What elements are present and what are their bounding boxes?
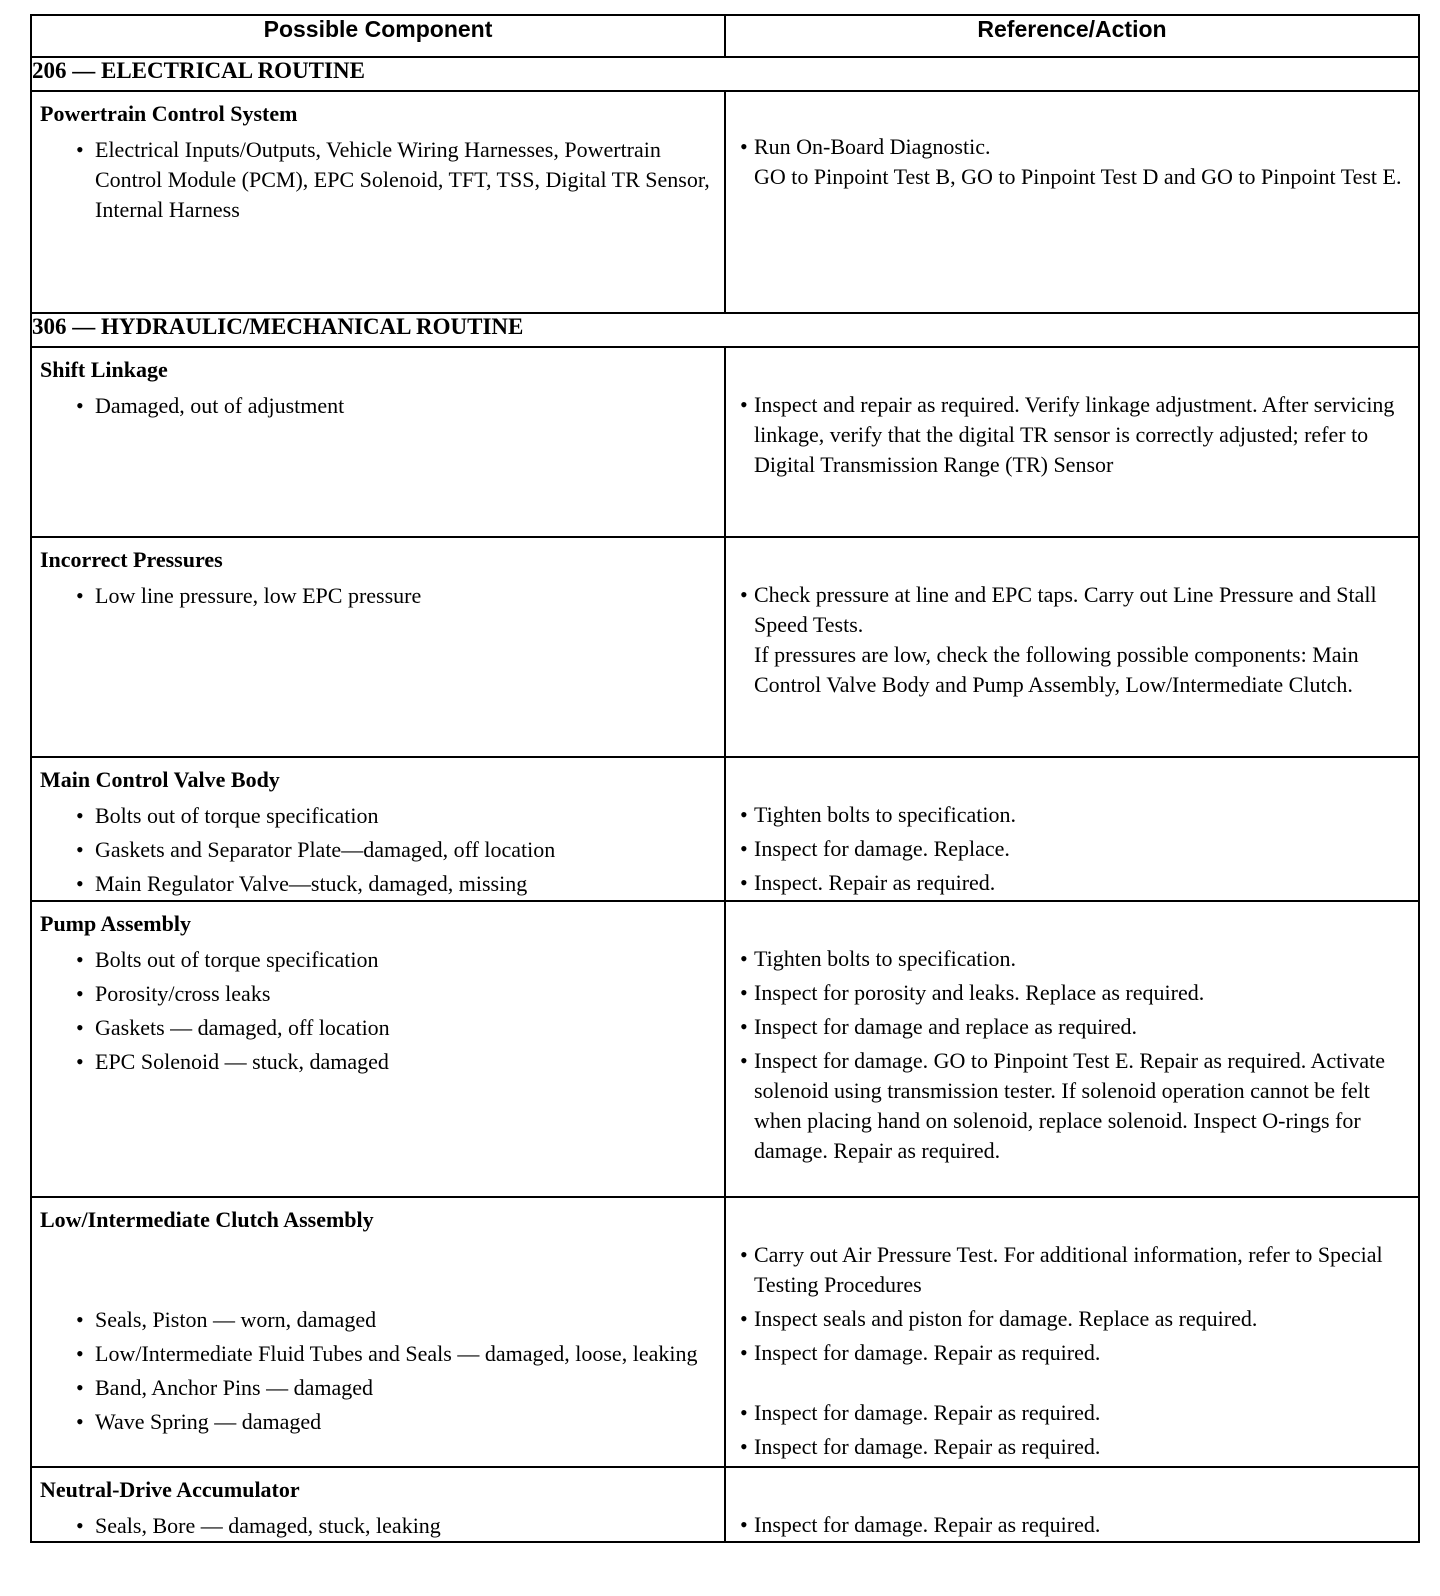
- component-item: • Bolts out of torque specification: [32, 801, 724, 831]
- section-row: [31, 313, 1419, 347]
- header-possible-component: Possible Component: [31, 15, 725, 57]
- diagnostic-table: [30, 14, 1420, 1543]
- component-item: • Bolts out of torque specification: [32, 945, 724, 975]
- component-cell: [31, 1197, 725, 1467]
- action-cell: [725, 347, 1419, 537]
- action-item: If pressures are low, check the following possible components: Main Control Valve Body and Pump Assembly, Low/Intermediate Clutch.: [754, 642, 1359, 697]
- group-row-pump-assembly: [31, 901, 1419, 1197]
- component-cell: [31, 347, 725, 537]
- component-item: • Low line pressure, low EPC pressure: [32, 581, 724, 611]
- action-item: • Inspect. Repair as required.: [726, 868, 1418, 898]
- diagnostic-page: [30, 14, 1418, 1543]
- action-item: • Inspect for damage. Repair as required.: [726, 1398, 1418, 1428]
- component-cell: [31, 537, 725, 757]
- component-item: • Porosity/cross leaks: [32, 979, 724, 1009]
- group-title: Main Control Valve Body: [40, 767, 280, 792]
- component-cell: [31, 901, 725, 1197]
- group-title: Low/Intermediate Clutch Assembly: [40, 1207, 374, 1232]
- action-item: • Inspect and repair as required. Verify linkage adjustment. After servicing linkage, verify that the digital TR sensor is correctly adjusted; refer to Digital Transmission Range (TR) Sensor: [726, 390, 1418, 480]
- action-item: GO to Pinpoint Test B, GO to Pinpoint Test D and GO to Pinpoint Test E.: [754, 164, 1402, 189]
- action-item: • Tighten bolts to specification.: [726, 944, 1418, 974]
- group-title: Powertrain Control System: [40, 101, 298, 126]
- group-row-shift-linkage: [31, 347, 1419, 537]
- action-cell: [725, 1467, 1419, 1542]
- component-item: • Main Regulator Valve—stuck, damaged, missing: [32, 869, 724, 899]
- group-title: Shift Linkage: [40, 357, 168, 382]
- action-item: • Inspect for damage. GO to Pinpoint Test E. Repair as required. Activate solenoid using transmission tester. If solenoid operation cannot be felt when placing hand on solenoid, replace solenoid. Inspect O-rings for damage. Repair as required.: [726, 1046, 1418, 1166]
- header-row: [31, 15, 1419, 57]
- component-item: • Low/Intermediate Fluid Tubes and Seals — damaged, loose, leaking: [32, 1339, 724, 1369]
- component-item: • Damaged, out of adjustment: [32, 391, 724, 421]
- group-row-neutral-drive-accumulator: [31, 1467, 1419, 1542]
- action-item: • Inspect for damage. Replace.: [726, 834, 1418, 864]
- group-title: Neutral-Drive Accumulator: [40, 1477, 300, 1502]
- action-item: • Inspect for damage and replace as required.: [726, 1012, 1418, 1042]
- action-item: • Run On-Board Diagnostic.: [726, 132, 1418, 162]
- action-cell: [725, 91, 1419, 313]
- action-cell: [725, 901, 1419, 1197]
- group-row-incorrect-pressures: [31, 537, 1419, 757]
- component-cell: [31, 91, 725, 313]
- component-item: • Seals, Bore — damaged, stuck, leaking: [32, 1511, 724, 1541]
- group-title: Pump Assembly: [40, 911, 191, 936]
- component-item: • Gaskets — damaged, off location: [32, 1013, 724, 1043]
- action-cell: [725, 1197, 1419, 1467]
- component-cell: [31, 1467, 725, 1542]
- action-item: • Tighten bolts to specification.: [726, 800, 1418, 830]
- component-item: • Band, Anchor Pins — damaged: [32, 1373, 724, 1403]
- action-item: • Inspect for porosity and leaks. Replace as required.: [726, 978, 1418, 1008]
- section-row: [31, 57, 1419, 91]
- action-item: • Carry out Air Pressure Test. For additional information, refer to Special Testing Procedures: [726, 1240, 1418, 1300]
- group-row-powertrain-control-system: [31, 91, 1419, 313]
- component-item: • Seals, Piston — worn, damaged: [32, 1305, 724, 1335]
- section-title-electrical: 206 — ELECTRICAL ROUTINE: [31, 57, 1419, 91]
- action-item: • Inspect for damage. Repair as required.: [726, 1432, 1418, 1462]
- component-item: • Electrical Inputs/Outputs, Vehicle Wiring Harnesses, Powertrain Control Module (PCM), EPC Solenoid, TFT, TSS, Digital TR Sensor, Internal Harness: [32, 135, 724, 225]
- component-item: • Gaskets and Separator Plate—damaged, off location: [32, 835, 724, 865]
- component-item: • EPC Solenoid — stuck, damaged: [32, 1047, 724, 1077]
- action-item: • Check pressure at line and EPC taps. Carry out Line Pressure and Stall Speed Tests.: [726, 580, 1418, 640]
- group-row-main-control-valve-body: [31, 757, 1419, 901]
- action-item: • Inspect seals and piston for damage. Replace as required.: [726, 1304, 1418, 1334]
- header-reference-action: Reference/Action: [725, 15, 1419, 57]
- section-title-hydraulic-mechanical: 306 — HYDRAULIC/MECHANICAL ROUTINE: [31, 313, 1419, 347]
- action-item: • Inspect for damage. Repair as required.: [726, 1338, 1418, 1368]
- action-cell: [725, 537, 1419, 757]
- action-cell: [725, 757, 1419, 901]
- action-item: • Inspect for damage. Repair as required.: [726, 1510, 1418, 1540]
- component-item: • Wave Spring — damaged: [32, 1407, 724, 1437]
- group-row-low-intermediate-clutch-assembly: [31, 1197, 1419, 1467]
- component-cell: [31, 757, 725, 901]
- group-title: Incorrect Pressures: [40, 547, 223, 572]
